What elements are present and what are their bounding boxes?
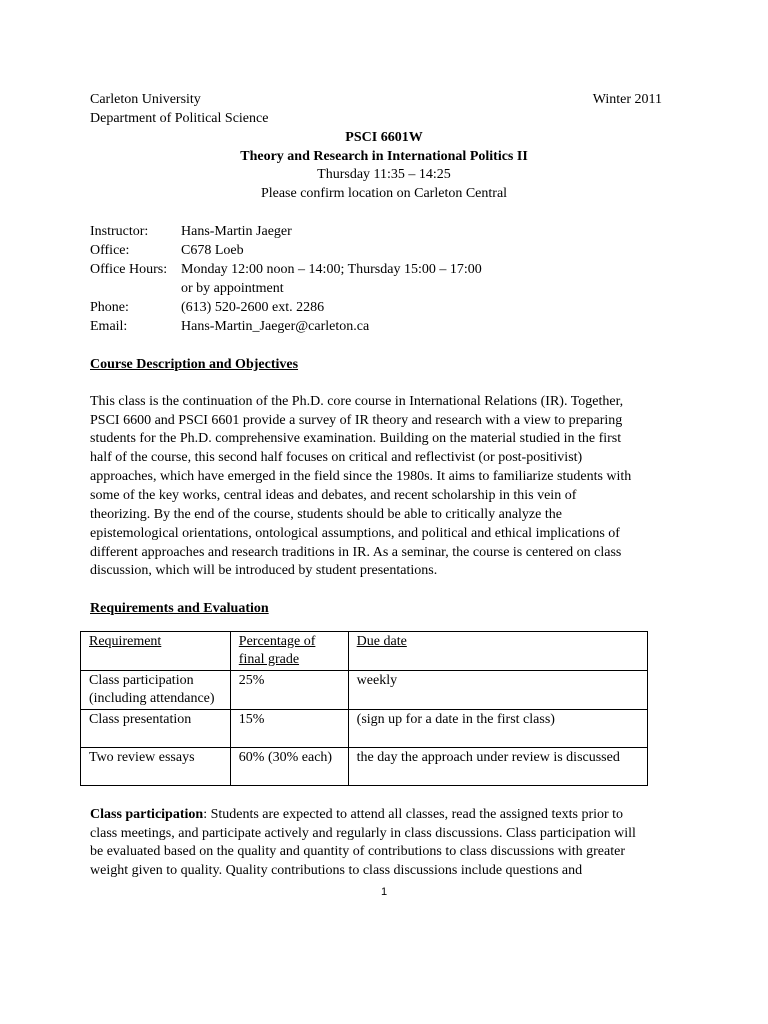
paragraph-line: students for the Ph.D. comprehensive examination. Building on the material studied in the first [90, 431, 622, 446]
table-cell [348, 748, 647, 786]
requirement-cell: Class presentation [89, 712, 192, 727]
percentage-header-line2: final grade [238, 652, 300, 667]
evaluation-table [80, 631, 648, 786]
instructor-value: Hans-Martin Jaeger [181, 224, 292, 239]
course-code: PSCI 6601W [345, 130, 423, 145]
paragraph-line: weight given to quality. Quality contributions to class discussions include questions and [90, 863, 583, 878]
paragraph-line: class meetings, and participate actively and regularly in class discussions. Class participation will [90, 826, 636, 841]
percentage-cell: 25% [238, 673, 265, 688]
paragraph-line: epistemological orientations, ontological assumptions, and political and ethical implications of [90, 526, 620, 541]
course-schedule: Thursday 11:35 – 14:25 [317, 167, 451, 182]
paragraph-line: PSCI 6600 and PSCI 6601 provide a survey of IR theory and research with a view to preparing [90, 413, 623, 428]
office-hours-extra: or by appointment [181, 281, 284, 296]
paragraph-line: some of the key works, central ideas and debates, and recent scholarship in this vein of [90, 488, 577, 503]
table-cell [348, 710, 647, 748]
participation-lead: Class participation [90, 807, 204, 822]
office-value: C678 Loeb [181, 243, 244, 258]
paragraph-line: theorizing. By the end of the course, students should be able to critically analyze the [90, 507, 562, 522]
phone-value: (613) 520-2600 ext. 2286 [181, 300, 325, 315]
requirement-cell: Class participation [89, 673, 194, 688]
requirement-cell: Two review essays [89, 750, 195, 765]
table-cell [81, 671, 231, 710]
university-name: Carleton University [90, 92, 201, 107]
office-label: Office: [90, 243, 130, 258]
requirement-cell-line2: (including attendance) [89, 691, 215, 706]
due-date-cell: weekly [356, 673, 398, 688]
table-cell [230, 710, 348, 748]
paragraph-line: approaches, which have emerged in the field since the 1980s. It aims to familiarize students with [90, 469, 632, 484]
office-hours-label: Office Hours: [90, 262, 168, 277]
term: Winter 2011 [592, 92, 662, 107]
paragraph-line: be evaluated based on the quality and quantity of contributions to class discussions with greater [90, 844, 625, 859]
table-row [81, 748, 648, 786]
table-cell [81, 748, 231, 786]
table-header-cell [81, 632, 231, 671]
table-row [81, 671, 648, 710]
page-number: 1 [380, 886, 388, 898]
due-date-header: Due date [356, 634, 407, 649]
instructor-label: Instructor: [90, 224, 149, 239]
paragraph-line [90, 806, 623, 824]
due-date-cell: (sign up for a date in the first class) [356, 712, 555, 727]
table-cell [230, 748, 348, 786]
table-header-cell [348, 632, 647, 671]
participation-line1: : Students are expected to attend all classes, read the assigned texts prior to [203, 807, 624, 822]
table-cell [348, 671, 647, 710]
location-note: Please confirm location on Carleton Central [260, 186, 508, 201]
email-value: Hans-Martin_Jaeger@carleton.ca [181, 319, 370, 334]
evaluation-heading: Requirements and Evaluation [90, 601, 269, 616]
office-hours-value: Monday 12:00 noon – 14:00; Thursday 15:00 – 17:00 [181, 262, 482, 277]
paragraph-line: different approaches and research traditions in IR. As a seminar, the course is centered on class [90, 545, 622, 560]
table-header-cell [230, 632, 348, 671]
email-label: Email: [90, 319, 128, 334]
paragraph-line: half of the course, this second half focuses on critical and reflectivist (or post-positivist) [90, 450, 583, 465]
table-cell [230, 671, 348, 710]
due-date-cell: the day the approach under review is discussed [356, 750, 620, 765]
department-name: Department of Political Science [90, 111, 269, 126]
percentage-cell: 15% [238, 712, 265, 727]
percentage-header: Percentage of [238, 634, 316, 649]
paragraph-line: This class is the continuation of the Ph.D. core course in International Relations (IR). Together, [90, 394, 624, 409]
course-title: Theory and Research in International Politics II [240, 149, 528, 164]
paragraph-line: discussion, which will be introduced by student presentations. [90, 563, 438, 578]
description-heading: Course Description and Objectives [90, 357, 299, 372]
percentage-cell: 60% (30% each) [238, 750, 333, 765]
table-row [81, 710, 648, 748]
phone-label: Phone: [90, 300, 129, 315]
requirement-header: Requirement [89, 634, 162, 649]
table-header-row [81, 632, 648, 671]
table-cell [81, 710, 231, 748]
